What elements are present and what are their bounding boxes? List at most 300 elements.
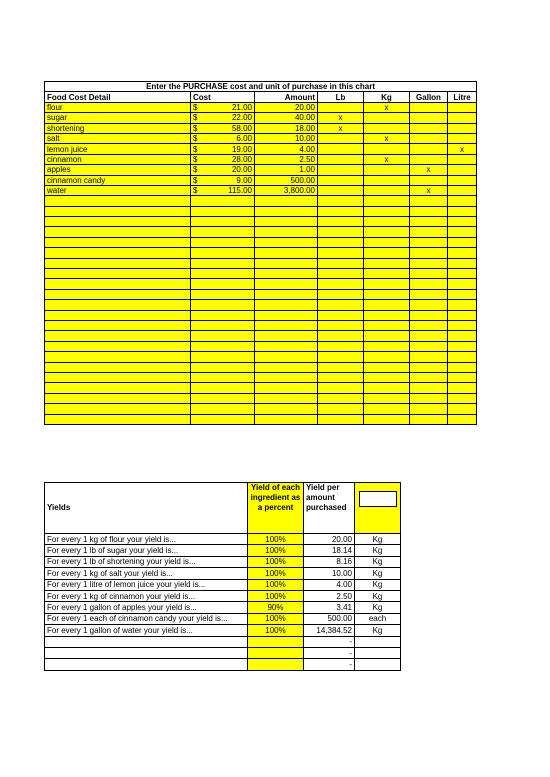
blank-cell[interactable] — [410, 362, 448, 372]
yield-percent[interactable] — [248, 659, 304, 670]
blank-cell[interactable] — [448, 362, 477, 372]
blank-cell[interactable] — [410, 206, 448, 216]
blank-cell[interactable] — [191, 217, 255, 227]
blank-cell[interactable] — [191, 320, 255, 330]
blank-cell[interactable] — [45, 248, 191, 258]
cost-value: 115.00 — [228, 186, 252, 196]
blank-cell[interactable] — [45, 300, 191, 310]
unit-gallon[interactable]: x — [410, 165, 448, 175]
blank-cell[interactable] — [45, 289, 191, 299]
unit-litre[interactable] — [448, 113, 477, 123]
yield-description: For every 1 gallon of water your yield is... — [45, 625, 248, 636]
yield-amount: 18.14 — [304, 545, 355, 556]
blank-cell[interactable] — [45, 310, 191, 320]
blank-cell[interactable] — [45, 237, 191, 247]
blank-cell[interactable] — [45, 258, 191, 268]
yield-amount: 4.00 — [304, 579, 355, 590]
unit-lb[interactable] — [318, 175, 364, 185]
item-name[interactable]: flour — [45, 102, 191, 112]
blank-cell[interactable] — [255, 362, 318, 372]
unit-lb[interactable] — [318, 154, 364, 164]
unit-kg[interactable] — [364, 175, 410, 185]
unit-gallon[interactable] — [410, 154, 448, 164]
blank-cell[interactable] — [318, 217, 364, 227]
cost-value: 9.00 — [236, 175, 252, 185]
blank-cell[interactable] — [318, 289, 364, 299]
unit-litre[interactable] — [448, 154, 477, 164]
item-amount[interactable]: 3,800.00 — [255, 185, 318, 195]
blank-cell[interactable] — [364, 310, 410, 320]
unit-litre[interactable] — [448, 123, 477, 133]
purchase-row-blank — [45, 320, 477, 330]
item-name[interactable]: salt — [45, 133, 191, 143]
currency-symbol: $ — [193, 102, 198, 112]
blank-cell[interactable] — [318, 248, 364, 258]
blank-cell[interactable] — [45, 383, 191, 393]
yield-unit: Kg — [355, 590, 401, 601]
purchase-row-blank — [45, 310, 477, 320]
yield-amount: - — [304, 647, 355, 658]
blank-cell[interactable] — [255, 206, 318, 216]
blank-cell[interactable] — [255, 383, 318, 393]
unit-gallon[interactable] — [410, 144, 448, 154]
blank-cell[interactable] — [448, 372, 477, 382]
unit-kg[interactable] — [364, 113, 410, 123]
unit-litre[interactable] — [448, 165, 477, 175]
cost-value: 21.00 — [231, 102, 252, 112]
purchase-row-blank — [45, 196, 477, 206]
blank-cell[interactable] — [364, 289, 410, 299]
blank-cell[interactable] — [410, 196, 448, 206]
blank-cell[interactable] — [318, 372, 364, 382]
blank-cell[interactable] — [318, 414, 364, 424]
blank-cell[interactable] — [448, 393, 477, 403]
unit-litre[interactable] — [448, 102, 477, 112]
item-cost[interactable] — [191, 175, 255, 185]
blank-cell[interactable] — [318, 196, 364, 206]
blank-cell[interactable] — [364, 227, 410, 237]
purchase-row-blank — [45, 341, 477, 351]
blank-cell[interactable] — [448, 227, 477, 237]
unit-lb[interactable] — [318, 102, 364, 112]
item-name[interactable]: lemon juice — [45, 144, 191, 154]
blank-cell[interactable] — [448, 196, 477, 206]
blank-cell[interactable] — [255, 320, 318, 330]
yields-table — [44, 482, 401, 671]
purchase-row-blank — [45, 352, 477, 362]
blank-cell[interactable] — [448, 248, 477, 258]
header-lb: Lb — [318, 92, 364, 102]
blank-cell[interactable] — [364, 320, 410, 330]
yield-percent[interactable]: 100% — [248, 568, 304, 579]
blank-cell[interactable] — [448, 320, 477, 330]
header-kg: Kg — [364, 92, 410, 102]
blank-cell[interactable] — [410, 310, 448, 320]
blank-cell[interactable] — [191, 383, 255, 393]
item-amount[interactable]: 2.50 — [255, 154, 318, 164]
item-amount[interactable]: 10.00 — [255, 133, 318, 143]
yield-row — [45, 647, 401, 658]
unit-lb[interactable]: x — [318, 123, 364, 133]
blank-cell[interactable] — [255, 217, 318, 227]
blank-cell[interactable] — [318, 362, 364, 372]
blank-cell[interactable] — [255, 289, 318, 299]
yield-row — [45, 590, 401, 601]
blank-cell[interactable] — [191, 258, 255, 268]
blank-cell[interactable] — [410, 404, 448, 414]
purchase-row-blank — [45, 393, 477, 403]
blank-cell[interactable] — [191, 289, 255, 299]
unit-gallon[interactable] — [410, 133, 448, 143]
blank-cell[interactable] — [410, 289, 448, 299]
blank-cell[interactable] — [410, 393, 448, 403]
yield-row — [45, 602, 401, 613]
item-cost[interactable] — [191, 113, 255, 123]
blank-cell[interactable] — [318, 269, 364, 279]
item-name[interactable]: water — [45, 185, 191, 195]
blank-cell[interactable] — [255, 196, 318, 206]
blank-cell[interactable] — [448, 404, 477, 414]
item-cost[interactable] — [191, 165, 255, 175]
purchase-row-blank — [45, 362, 477, 372]
blank-cell[interactable] — [410, 383, 448, 393]
blank-cell[interactable] — [191, 372, 255, 382]
blank-cell[interactable] — [448, 206, 477, 216]
item-cost[interactable] — [191, 102, 255, 112]
yield-description — [45, 647, 248, 658]
blank-cell[interactable] — [191, 404, 255, 414]
blank-cell[interactable] — [45, 352, 191, 362]
item-amount[interactable]: 1.00 — [255, 165, 318, 175]
blank-cell[interactable] — [45, 320, 191, 330]
currency-symbol: $ — [193, 123, 198, 133]
blank-cell[interactable] — [448, 237, 477, 247]
unit-litre[interactable] — [448, 133, 477, 143]
currency-symbol: $ — [193, 165, 198, 175]
purchase-row — [45, 144, 477, 154]
blank-cell[interactable] — [448, 217, 477, 227]
blank-cell[interactable] — [448, 300, 477, 310]
blank-cell[interactable] — [255, 404, 318, 414]
purchase-cost-table — [44, 81, 477, 425]
purchase-row-blank — [45, 404, 477, 414]
currency-symbol: $ — [193, 186, 198, 196]
blank-cell[interactable] — [410, 279, 448, 289]
currency-symbol: $ — [193, 113, 198, 123]
blank-cell[interactable] — [364, 352, 410, 362]
cost-value: 58.00 — [231, 123, 252, 133]
currency-symbol: $ — [193, 144, 198, 154]
item-name[interactable]: shortening — [45, 123, 191, 133]
blank-cell[interactable] — [410, 227, 448, 237]
blank-cell[interactable] — [191, 300, 255, 310]
blank-cell[interactable] — [364, 300, 410, 310]
blank-cell[interactable] — [318, 310, 364, 320]
item-amount[interactable]: 18.00 — [255, 123, 318, 133]
blank-cell[interactable] — [410, 269, 448, 279]
blank-cell[interactable] — [410, 331, 448, 341]
blank-cell[interactable] — [364, 362, 410, 372]
purchase-row — [45, 113, 477, 123]
blank-cell[interactable] — [191, 279, 255, 289]
item-cost[interactable] — [191, 144, 255, 154]
blank-cell[interactable] — [318, 258, 364, 268]
purchase-row-blank — [45, 269, 477, 279]
blank-cell[interactable] — [191, 341, 255, 351]
blank-cell[interactable] — [45, 341, 191, 351]
blank-cell[interactable] — [318, 383, 364, 393]
unit-lb[interactable] — [318, 165, 364, 175]
yield-description — [45, 636, 248, 647]
yield-percent[interactable]: 100% — [248, 579, 304, 590]
yield-description: For every 1 kg of cinnamon your yield is... — [45, 590, 248, 601]
yield-description: For every 1 kg of flour your yield is... — [45, 534, 248, 545]
blank-cell[interactable] — [318, 300, 364, 310]
blank-cell[interactable] — [45, 196, 191, 206]
blank-cell[interactable] — [364, 383, 410, 393]
blank-cell[interactable] — [45, 372, 191, 382]
item-amount[interactable]: 4.00 — [255, 144, 318, 154]
blank-cell[interactable] — [448, 331, 477, 341]
yield-percent[interactable]: 100% — [248, 556, 304, 567]
blank-cell[interactable] — [410, 352, 448, 362]
blank-cell[interactable] — [45, 331, 191, 341]
blank-cell[interactable] — [318, 341, 364, 351]
blank-cell[interactable] — [448, 310, 477, 320]
blank-cell[interactable] — [45, 206, 191, 216]
blank-cell[interactable] — [255, 279, 318, 289]
unit-kg[interactable] — [364, 123, 410, 133]
blank-cell[interactable] — [191, 248, 255, 258]
item-cost[interactable] — [191, 154, 255, 164]
currency-symbol: $ — [193, 134, 198, 144]
yield-amount: 10.00 — [304, 568, 355, 579]
yield-unit: Kg — [355, 568, 401, 579]
blank-cell[interactable] — [448, 341, 477, 351]
blank-cell[interactable] — [364, 196, 410, 206]
unit-lb[interactable] — [318, 133, 364, 143]
blank-cell[interactable] — [410, 372, 448, 382]
purchase-row-blank — [45, 372, 477, 382]
header-yield-amount: Yield per amount purchased — [304, 483, 355, 534]
yield-percent[interactable]: 100% — [248, 625, 304, 636]
item-amount[interactable]: 500.00 — [255, 175, 318, 185]
unit-gallon[interactable] — [410, 113, 448, 123]
yield-description: For every 1 litre of lemon juice your yield is... — [45, 579, 248, 590]
item-name[interactable]: cinnamon — [45, 154, 191, 164]
blank-cell[interactable] — [45, 414, 191, 424]
item-amount[interactable]: 40.00 — [255, 113, 318, 123]
blank-cell[interactable] — [45, 279, 191, 289]
blank-cell[interactable] — [45, 227, 191, 237]
blank-cell[interactable] — [255, 248, 318, 258]
blank-cell[interactable] — [255, 331, 318, 341]
blank-cell[interactable] — [448, 383, 477, 393]
cost-value: 28.00 — [231, 154, 252, 164]
blank-cell[interactable] — [410, 300, 448, 310]
blank-cell[interactable] — [191, 310, 255, 320]
unit-lb[interactable] — [318, 144, 364, 154]
blank-cell[interactable] — [364, 414, 410, 424]
purchase-row-blank — [45, 383, 477, 393]
blank-cell[interactable] — [364, 269, 410, 279]
yield-unit: each — [355, 613, 401, 624]
blank-cell[interactable] — [410, 258, 448, 268]
unit-litre[interactable]: x — [448, 144, 477, 154]
item-cost[interactable] — [191, 185, 255, 195]
purchase-row-blank — [45, 217, 477, 227]
blank-cell[interactable] — [318, 237, 364, 247]
blank-cell[interactable] — [255, 341, 318, 351]
yield-row — [45, 545, 401, 556]
purchase-row-blank — [45, 206, 477, 216]
item-name[interactable]: cinnamon candy — [45, 175, 191, 185]
blank-cell[interactable] — [364, 404, 410, 414]
item-name[interactable]: apples — [45, 165, 191, 175]
blank-cell[interactable] — [191, 362, 255, 372]
yield-unit — [355, 636, 401, 647]
blank-cell[interactable] — [448, 289, 477, 299]
blank-cell[interactable] — [255, 227, 318, 237]
yield-row — [45, 659, 401, 670]
blank-cell[interactable] — [255, 300, 318, 310]
blank-cell[interactable] — [255, 352, 318, 362]
blank-cell[interactable] — [410, 341, 448, 351]
yield-percent[interactable] — [248, 636, 304, 647]
yield-description: For every 1 each of cinnamon candy your yield is... — [45, 613, 248, 624]
blank-cell[interactable] — [45, 217, 191, 227]
blank-cell[interactable] — [255, 237, 318, 247]
yield-unit: Kg — [355, 602, 401, 613]
blank-cell[interactable] — [410, 217, 448, 227]
blank-cell[interactable] — [318, 393, 364, 403]
blank-cell[interactable] — [364, 331, 410, 341]
blank-cell[interactable] — [45, 404, 191, 414]
blank-cell[interactable] — [191, 206, 255, 216]
unit-kg[interactable] — [364, 165, 410, 175]
blank-cell[interactable] — [255, 372, 318, 382]
blank-cell[interactable] — [45, 393, 191, 403]
item-cost[interactable] — [191, 123, 255, 133]
blank-cell[interactable] — [318, 331, 364, 341]
unit-input-box[interactable] — [359, 491, 397, 507]
blank-cell[interactable] — [255, 310, 318, 320]
blank-cell[interactable] — [364, 206, 410, 216]
blank-cell[interactable] — [191, 414, 255, 424]
blank-cell[interactable] — [410, 320, 448, 330]
unit-gallon[interactable] — [410, 102, 448, 112]
unit-lb[interactable] — [318, 185, 364, 195]
yield-percent[interactable]: 100% — [248, 613, 304, 624]
item-name[interactable]: sugar — [45, 113, 191, 123]
unit-lb[interactable]: x — [318, 113, 364, 123]
purchase-row — [45, 123, 477, 133]
blank-cell[interactable] — [364, 279, 410, 289]
blank-cell[interactable] — [255, 269, 318, 279]
header-cost: Cost — [191, 92, 255, 102]
blank-cell[interactable] — [318, 352, 364, 362]
blank-cell[interactable] — [364, 393, 410, 403]
unit-gallon[interactable]: x — [410, 185, 448, 195]
header-amount: Amount — [255, 92, 318, 102]
unit-gallon[interactable] — [410, 175, 448, 185]
purchase-row-blank — [45, 227, 477, 237]
unit-kg[interactable]: x — [364, 154, 410, 164]
blank-cell[interactable] — [191, 196, 255, 206]
blank-cell[interactable] — [318, 279, 364, 289]
yield-percent[interactable]: 100% — [248, 545, 304, 556]
unit-litre[interactable] — [448, 175, 477, 185]
blank-cell[interactable] — [448, 269, 477, 279]
cost-value: 20.00 — [231, 165, 252, 175]
yield-amount: - — [304, 636, 355, 647]
blank-cell[interactable] — [255, 393, 318, 403]
yield-unit: Kg — [355, 534, 401, 545]
blank-cell[interactable] — [448, 352, 477, 362]
yield-row — [45, 568, 401, 579]
blank-cell[interactable] — [364, 237, 410, 247]
yield-unit: Kg — [355, 625, 401, 636]
purchase-row — [45, 154, 477, 164]
blank-cell[interactable] — [191, 269, 255, 279]
blank-cell[interactable] — [410, 237, 448, 247]
blank-cell[interactable] — [255, 258, 318, 268]
blank-cell[interactable] — [318, 320, 364, 330]
yield-amount: - — [304, 659, 355, 670]
unit-gallon[interactable] — [410, 123, 448, 133]
unit-kg[interactable] — [364, 144, 410, 154]
blank-cell[interactable] — [448, 414, 477, 424]
blank-cell[interactable] — [364, 258, 410, 268]
blank-cell[interactable] — [191, 227, 255, 237]
item-amount[interactable]: 20.00 — [255, 102, 318, 112]
blank-cell[interactable] — [191, 331, 255, 341]
yield-percent[interactable]: 90% — [248, 602, 304, 613]
blank-cell[interactable] — [364, 372, 410, 382]
unit-kg[interactable]: x — [364, 102, 410, 112]
blank-cell[interactable] — [410, 414, 448, 424]
blank-cell[interactable] — [191, 352, 255, 362]
unit-kg[interactable] — [364, 185, 410, 195]
yield-description: For every 1 gallon of apples your yield is... — [45, 602, 248, 613]
yield-percent[interactable]: 100% — [248, 534, 304, 545]
purchase-row-blank — [45, 279, 477, 289]
unit-litre[interactable] — [448, 185, 477, 195]
blank-cell[interactable] — [318, 227, 364, 237]
blank-cell[interactable] — [318, 404, 364, 414]
blank-cell[interactable] — [191, 393, 255, 403]
blank-cell[interactable] — [45, 362, 191, 372]
blank-cell[interactable] — [364, 217, 410, 227]
yield-row — [45, 625, 401, 636]
blank-cell[interactable] — [191, 237, 255, 247]
blank-cell[interactable] — [45, 269, 191, 279]
blank-cell[interactable] — [364, 248, 410, 258]
blank-cell[interactable] — [410, 248, 448, 258]
purchase-row — [45, 133, 477, 143]
unit-kg[interactable]: x — [364, 133, 410, 143]
yield-percent[interactable]: 100% — [248, 590, 304, 601]
yield-percent[interactable] — [248, 647, 304, 658]
blank-cell[interactable] — [318, 206, 364, 216]
item-cost[interactable] — [191, 133, 255, 143]
purchase-row-blank — [45, 237, 477, 247]
blank-cell[interactable] — [448, 279, 477, 289]
blank-cell[interactable] — [364, 341, 410, 351]
blank-cell[interactable] — [255, 414, 318, 424]
yield-amount: 3.41 — [304, 602, 355, 613]
blank-cell[interactable] — [448, 258, 477, 268]
